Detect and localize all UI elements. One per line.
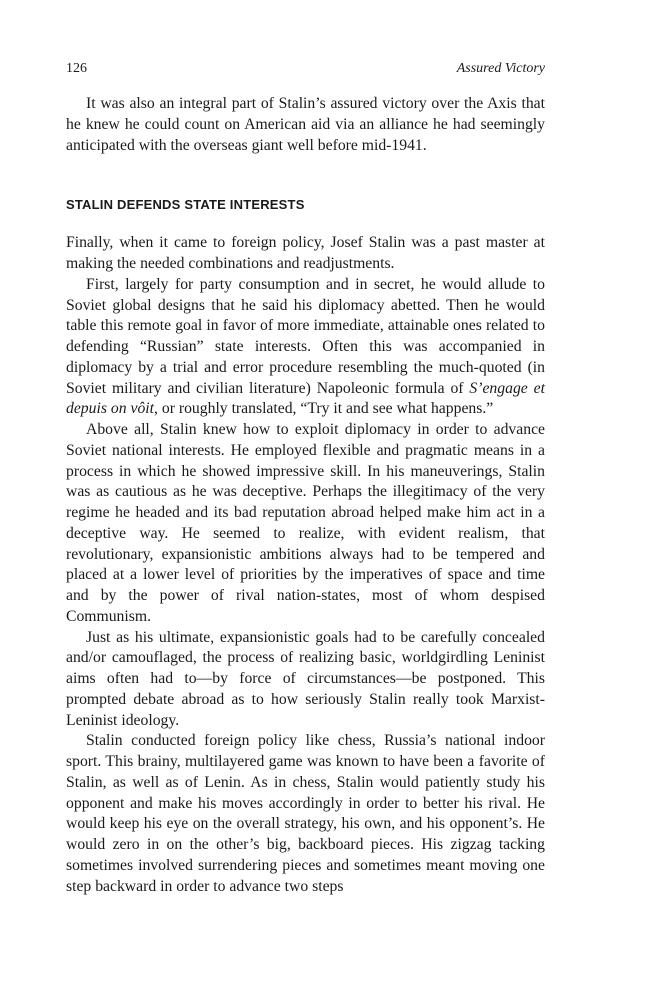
italic-phrase: S’engage et depuis on vôit	[66, 379, 545, 418]
page-number: 126	[66, 61, 87, 76]
book-page	[66, 60, 545, 897]
paragraph-3: Above all, Stalin knew how to exploit diplomacy in order to advance Soviet national interests. He employed flexible and pragmatic means in a process in which he showed impressive skill. In his maneuverings, Stalin was as cautious as he was deceptive. Perhaps the illegitimacy of the very regime he headed and its bad reputation abroad helped make him act in a deceptive way. He seemed to realize, with evident realism, that revolutionary, expansionistic ambitions always had to be tempered and placed at a lower level of priorities by the imperatives of space and time and by the power of rival nation-states, most of whom despised Communism.	[66, 421, 545, 625]
paragraph-2-text-end: , or roughly translated, “Try it and see what happens.”	[154, 400, 494, 418]
paragraph-4: Just as his ultimate, expansionistic goals had to be carefully concealed and/or camouflaged, the process of realizing basic, worldgirdling Leninist aims often had to—by force of circumstances—be postponed. This prompted debate abroad as to how seriously Stalin really took Marxist-Leninist ideology.	[66, 628, 545, 729]
paragraph-1: Finally, when it came to foreign policy, Josef Stalin was a past master at making the needed combinations and readjustments.	[66, 234, 545, 272]
running-title: Assured Victory	[456, 61, 545, 76]
intro-paragraph: It was also an integral part of Stalin’s assured victory over the Axis that he knew he could count on American aid via an alliance he had seemingly anticipated with the overseas giant well before mid-1941.	[66, 95, 545, 154]
section-heading: STALIN DEFENDS STATE INTERESTS	[66, 197, 305, 213]
body-text	[66, 94, 545, 897]
paragraph-2-text-start: First, largely for party consumption and in secret, he would allude to Soviet global designs that he said his diplomacy abetted. Then he would table this remote goal in favor of more immediate, attainable ones related to defending “Russian” state interests. Often this was accompanied in diplomacy by a trial and error procedure resembling the much-quoted (in Soviet military and civilian literature) Napoleonic formula of	[66, 275, 545, 397]
running-head	[66, 60, 545, 78]
paragraph-2	[66, 275, 545, 420]
paragraph-5: Stalin conducted foreign policy like chess, Russia’s national indoor sport. This brainy, multilayered game was known to have been a favorite of Stalin, as well as of Lenin. As in chess, Stalin would patiently study his opponent and make his moves accordingly in order to better his rival. He would keep his eye on the overall strategy, his own, and his opponent’s. He would zero in on the other’s big, backboard pieces. His zigzag tacking sometimes involved surrendering pieces and sometimes meant moving one step backward in order to advance two steps	[66, 732, 545, 895]
